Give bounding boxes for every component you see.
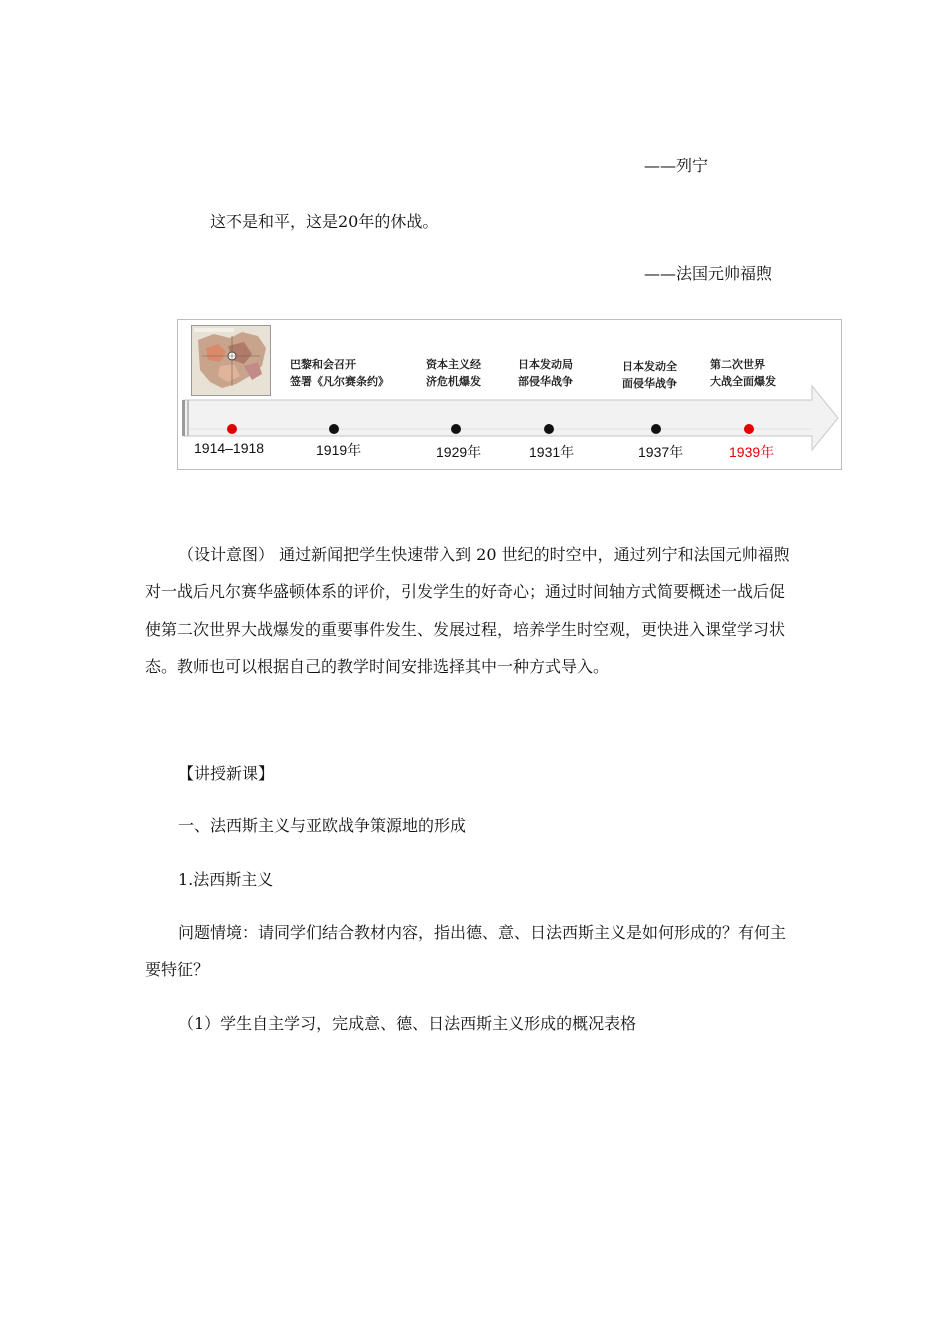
year-1931: 1931年 [529, 444, 575, 460]
question-line2: 要特征？ [145, 960, 210, 979]
question-line1: 问题情境：请同学们结合教材内容，指出德、意、日法西斯主义是如何形成的？有何主 [178, 923, 787, 942]
section-heading-2: 1.法西斯主义 [178, 870, 274, 889]
design-intent-line4: 态。教师也可以根据自己的教学时间安排选择其中一种方式导入。 [145, 657, 610, 676]
timeline-figure [177, 319, 842, 470]
timeline-dot-1937 [651, 424, 661, 434]
year-1939: 1939年 [729, 444, 775, 460]
design-intent-line2: 对一战后凡尔赛华盛顿体系的评价，引发学生的好奇心；通过时间轴方式简要概述一战后促 [145, 582, 786, 601]
event-label-1929: 资本主义经 济危机爆发 [426, 358, 481, 388]
task-line: （1）学生自主学习，完成意、德、日法西斯主义形成的概况表格 [178, 1014, 637, 1033]
quote2-attribution: ——法国元帅福煦 [644, 264, 773, 283]
year-1919: 1919年 [316, 442, 362, 458]
year-1914-1918: 1914–1918 [194, 440, 265, 456]
event-label-1939: 第二次世界 大战全面爆发 [710, 358, 776, 388]
event-label-1937: 日本发动全 面侵华战争 [622, 360, 677, 390]
section-heading-1: 一、法西斯主义与亚欧战争策源地的形成 [178, 816, 467, 835]
quote1-attribution: ——列宁 [644, 156, 709, 175]
design-intent-line1: （设计意图） 通过新闻把学生快速带入到 20 世纪的时空中，通过列宁和法国元帅福煦 [178, 545, 790, 564]
design-intent-line3: 使第二次世界大战爆发的重要事件发生、发展过程，培养学生时空观，更快进入课堂学习状 [145, 620, 786, 639]
timeline-dot-1914 [227, 424, 237, 434]
timeline-dot-1939 [744, 424, 754, 434]
year-1937: 1937年 [638, 444, 684, 460]
timeline-dot-1929 [451, 424, 461, 434]
event-label-1919: 巴黎和会召开 签署《凡尔赛条约》 [290, 358, 389, 388]
timeline-dot-1919 [329, 424, 339, 434]
event-label-1931: 日本发动局 部侵华战争 [518, 358, 573, 388]
quote2-text: 这不是和平，这是20年的休战。 [210, 212, 439, 231]
section-header: 【讲授新课】 [178, 764, 275, 783]
timeline-dot-1931 [544, 424, 554, 434]
year-1929: 1929年 [436, 444, 482, 460]
